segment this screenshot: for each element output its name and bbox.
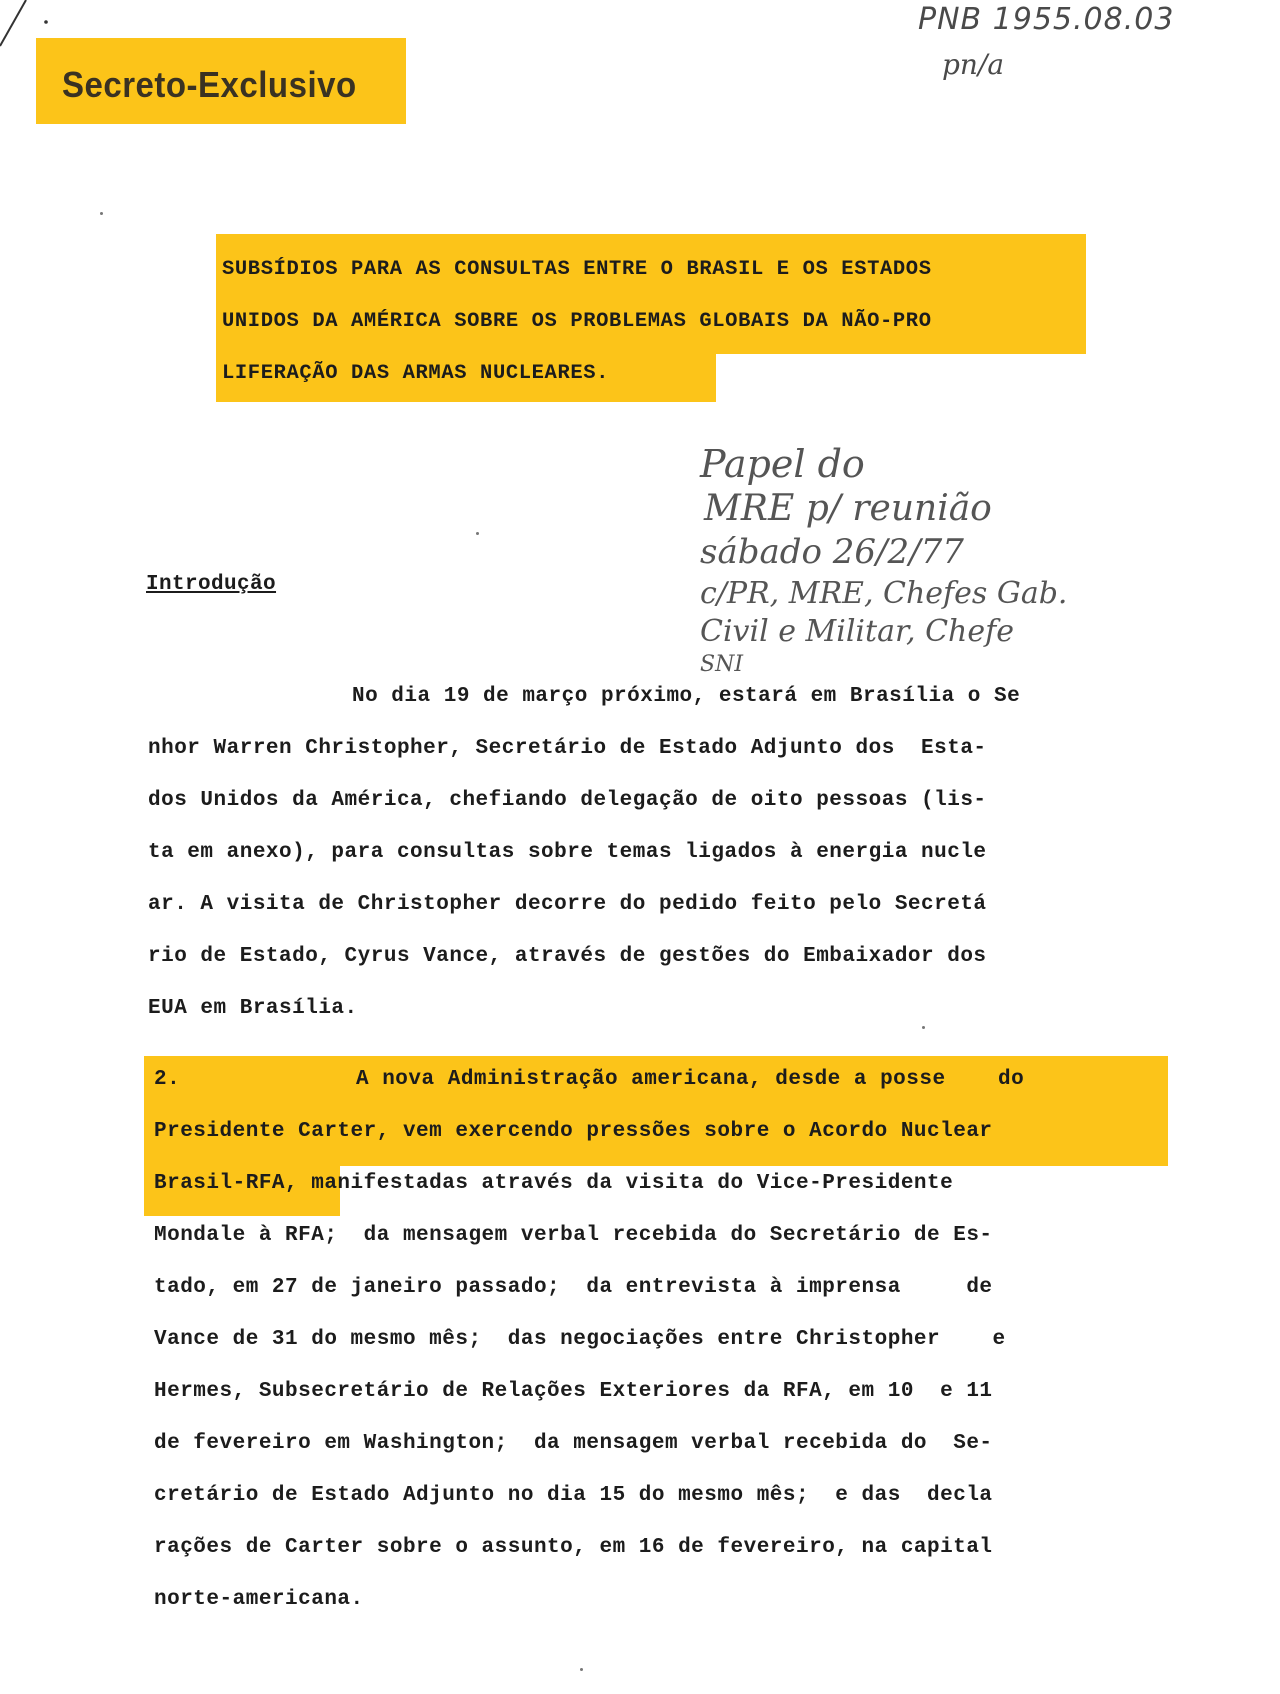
paragraph2-line-10: rações de Carter sobre o assunto, em 16 de fevereiro, na capital	[154, 1536, 993, 1559]
scan-speck	[476, 532, 479, 535]
paragraph1-line-4: ta em anexo), para consultas sobre temas ligados à energia nucle	[148, 841, 987, 864]
title-line-1: SUBSÍDIOS PARA AS CONSULTAS ENTRE O BRASIL E OS ESTADOS	[222, 258, 932, 281]
classification-stamp	[36, 38, 406, 124]
scan-speck	[100, 212, 103, 215]
paragraph2-number: 2.	[154, 1068, 181, 1091]
paragraph1-line-1: No dia 19 de março próximo, estará em Brasília o Se	[352, 685, 1021, 708]
paragraph2-line-1: A nova Administração americana, desde a posse do	[356, 1068, 1025, 1091]
handwritten-note-line-3: sábado 26/2/77	[700, 532, 964, 572]
handwritten-note-line-6: SNI	[700, 652, 744, 677]
paragraph2-line-2: Presidente Carter, vem exercendo pressões sobre o Acordo Nuclear	[154, 1120, 993, 1143]
paragraph2-line-7: Hermes, Subsecretário de Relações Exteriores da RFA, em 10 e 11	[154, 1380, 993, 1403]
paragraph2-line-6: Vance de 31 do mesmo mês; das negociações entre Christopher e	[154, 1328, 1006, 1351]
paragraph2-line-5: tado, em 27 de janeiro passado; da entrevista à imprensa de	[154, 1276, 993, 1299]
archive-reference-initials: pn/a	[942, 48, 1005, 81]
paragraph1-line-5: ar. A visita de Christopher decorre do pedido feito pelo Secretá	[148, 893, 987, 916]
archive-reference: PNB 1955.08.03	[918, 2, 1175, 37]
paragraph2-line-3: Brasil-RFA, manifestadas através da visita do Vice-Presidente	[154, 1172, 954, 1195]
paragraph1-line-7: EUA em Brasília.	[148, 997, 358, 1020]
paragraph1-line-3: dos Unidos da América, chefiando delegação de oito pessoas (lis-	[148, 789, 987, 812]
handwritten-note-line-2: MRE p/ reunião	[704, 488, 992, 529]
paragraph1-line-6: rio de Estado, Cyrus Vance, através de gestões do Embaixador dos	[148, 945, 987, 968]
title-line-2: UNIDOS DA AMÉRICA SOBRE OS PROBLEMAS GLOBAIS DA NÃO-PRO	[222, 310, 932, 333]
handwritten-note-line-1: Papel do	[700, 442, 865, 486]
paragraph2-line-11: norte-americana.	[154, 1588, 364, 1611]
classification-text: Secreto-Exclusivo	[62, 64, 357, 105]
scan-speck	[922, 1026, 925, 1029]
handwritten-note-line-4: c/PR, MRE, Chefes Gab.	[700, 576, 1068, 611]
paragraph2-line-4: Mondale à RFA; da mensagem verbal recebida do Secretário de Es-	[154, 1224, 993, 1247]
section-heading: Introdução	[146, 573, 277, 596]
scan-speck	[580, 1668, 583, 1671]
handwritten-note-line-5: Civil e Militar, Chefe	[700, 614, 1014, 649]
paragraph2-line-8: de fevereiro em Washington; da mensagem verbal recebida do Se-	[154, 1432, 993, 1455]
title-line-3: LIFERAÇÃO DAS ARMAS NUCLEARES.	[222, 362, 610, 385]
paragraph2-line-9: cretário de Estado Adjunto no dia 15 do mesmo mês; e das decla	[154, 1484, 993, 1507]
title-highlight-mask	[716, 354, 1088, 404]
paragraph1-line-2: nhor Warren Christopher, Secretário de Estado Adjunto dos Esta-	[148, 737, 987, 760]
